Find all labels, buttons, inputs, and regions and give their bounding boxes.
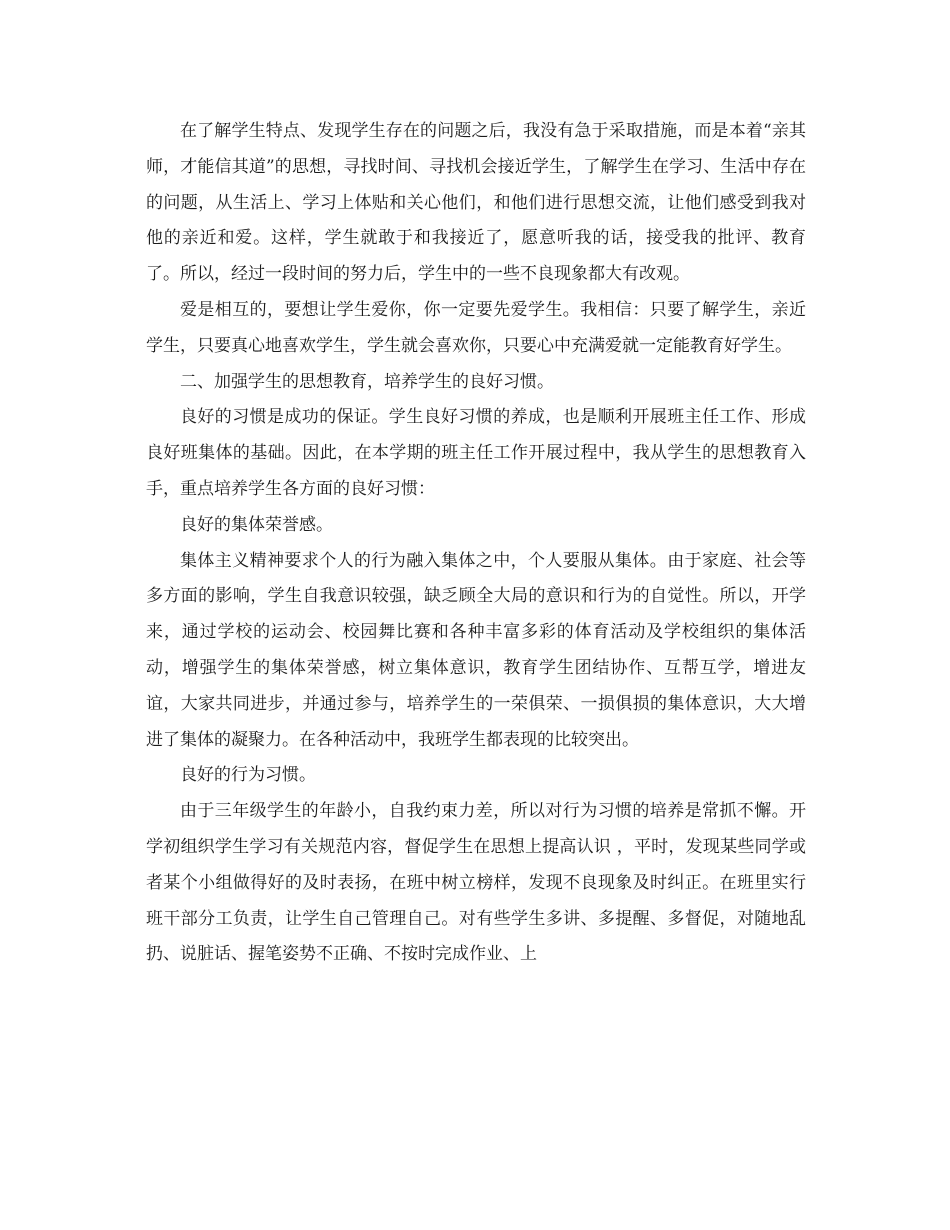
paragraph-4: 集体主义精神要求个人的行为融入集体之中，个人要服从集体。由于家庭、社会等多方面的影响，学生自我意识较强，缺乏顾全大局的意识和行为的自觉性。所以，开学来，通过学校的运动会、校园舞比赛和各种丰富多彩的体育活动及学校组织的集体活动，增强学生的集体荣誉感，树立集体意识，教育学生团结协作、互帮互学，增进友谊，大家共同进步，并通过参与，培养学生的一荣俱荣、一损俱损的集体意识，大大增进了集体的凝聚力。在各种活动中，我班学生都表现的比较突出。 — [146, 550, 806, 750]
section-heading-2: 二、加强学生的思想教育，培养学生的良好习惯。 — [180, 371, 554, 392]
paragraph-2: 爱是相互的，要想让学生爱你，你一定要先爱学生。我相信：只要了解学生，亲近学生，只要真心地喜欢学生，学生就会喜欢你，只要心中充满爱就一定能教育好学生。 — [146, 299, 806, 356]
paragraph-3: 良好的习惯是成功的保证。学生良好习惯的养成，也是顺利开展班主任工作、形成良好班集体的基础。因此，在本学期的班主任工作开展过程中，我从学生的思想教育入手，重点培养学生各方面的良好习惯： — [146, 407, 806, 499]
paragraph-1: 在了解学生特点、发现学生存在的问题之后，我没有急于采取措施，而是本着“亲其师，才能信其道”的思想，寻找时间、寻找机会接近学生，了解学生在学习、生活中存在的问题，从生活上、学习上体贴和关心他们，和他们进行思想交流，让他们感受到我对他的亲近和爱。这样，学生就敢于和我接近了，愿意听我的话，接受我的批评、教育了。所以，经过一段时间的努力后，学生中的一些不良现象都大有改观。 — [146, 121, 806, 285]
paragraph-5: 由于三年级学生的年龄小，自我约束力差，所以对行为习惯的培养是常抓不懈。开学初组织学生学习有关规范内容，督促学生在思想上提高认识 ，平时，发现某些同学或者某个小组做得好的及时表扬，在班中树立榜样，发现不良现象及时纠正。在班里实行班干部分工负责，让学生自己管理自己。对有些学生多讲、多提醒、多督促，对随地乱扔、说脏话、握笔姿势不正确、不按时完成作业、上 — [146, 801, 806, 965]
subheading-behavior-habits: 良好的行为习惯。 — [180, 765, 316, 786]
document-body — [146, 114, 806, 973]
subheading-collective-honor: 良好的集体荣誉感。 — [180, 514, 333, 535]
